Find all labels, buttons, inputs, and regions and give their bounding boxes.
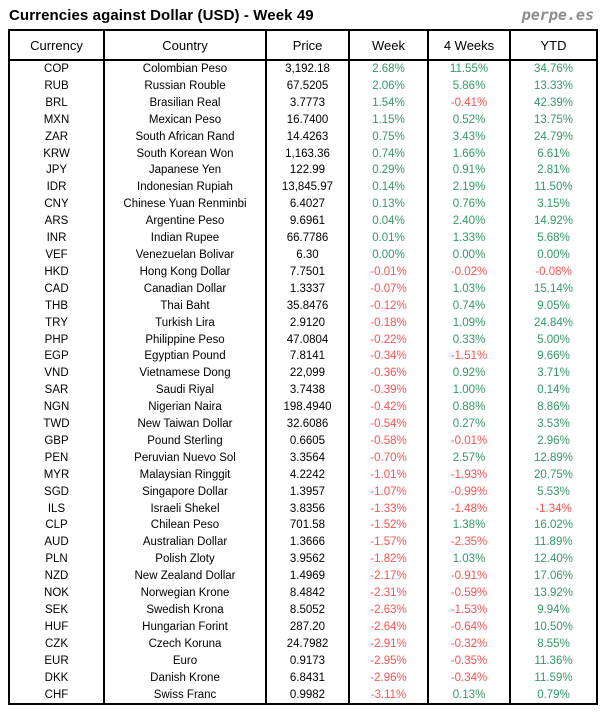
price-cell: 4.2242 [266, 467, 349, 484]
ytd-change-cell: 9.66% [510, 348, 597, 365]
price-cell: 0.6605 [266, 433, 349, 450]
week-change-cell: -0.07% [349, 281, 428, 298]
week-change-cell: -2.96% [349, 670, 428, 687]
week-change-cell: -0.36% [349, 365, 428, 382]
four-weeks-change-cell: 1.03% [428, 551, 510, 568]
week-change-cell: 0.04% [349, 213, 428, 230]
table-row [9, 433, 597, 450]
currency-code-cell: BRL [9, 95, 104, 112]
currency-code-cell: ARS [9, 213, 104, 230]
country-cell: Polish Zloty [104, 551, 266, 568]
four-weeks-change-cell: 5.86% [428, 78, 510, 95]
four-weeks-change-cell: -0.02% [428, 264, 510, 281]
country-cell: Thai Baht [104, 298, 266, 315]
ytd-change-cell: 8.86% [510, 399, 597, 416]
table-row [9, 551, 597, 568]
week-change-cell: -1.57% [349, 534, 428, 551]
country-cell: Swedish Krona [104, 602, 266, 619]
country-cell: Turkish Lira [104, 315, 266, 332]
table-row [9, 467, 597, 484]
currency-code-cell: VEF [9, 247, 104, 264]
column-header-country: Country [104, 30, 266, 60]
ytd-change-cell: 0.14% [510, 382, 597, 399]
currency-code-cell: RUB [9, 78, 104, 95]
price-cell: 6.8431 [266, 670, 349, 687]
table-row [9, 450, 597, 467]
four-weeks-change-cell: 0.00% [428, 247, 510, 264]
currency-code-cell: ILS [9, 501, 104, 518]
country-cell: Chilean Peso [104, 517, 266, 534]
price-cell: 24.7982 [266, 636, 349, 653]
table-row [9, 315, 597, 332]
currency-code-cell: TWD [9, 416, 104, 433]
currency-code-cell: PHP [9, 332, 104, 349]
country-cell: Chinese Yuan Renminbi [104, 196, 266, 213]
table-row [9, 653, 597, 670]
country-cell: Philippine Peso [104, 332, 266, 349]
week-change-cell: 0.74% [349, 146, 428, 163]
currency-code-cell: DKK [9, 670, 104, 687]
four-weeks-change-cell: -0.35% [428, 653, 510, 670]
week-change-cell: -0.34% [349, 348, 428, 365]
four-weeks-change-cell: 0.91% [428, 162, 510, 179]
price-cell: 1.4969 [266, 568, 349, 585]
table-row [9, 95, 597, 112]
price-cell: 67.5205 [266, 78, 349, 95]
table-row [9, 112, 597, 129]
ytd-change-cell: 13.33% [510, 78, 597, 95]
ytd-change-cell: 42.39% [510, 95, 597, 112]
country-cell: Czech Koruna [104, 636, 266, 653]
four-weeks-change-cell: 1.09% [428, 315, 510, 332]
table-row [9, 146, 597, 163]
four-weeks-change-cell: -0.41% [428, 95, 510, 112]
price-cell: 16.7400 [266, 112, 349, 129]
header-row [9, 30, 597, 60]
page-title: Currencies against Dollar (USD) - Week 49 [9, 7, 314, 24]
ytd-change-cell: 12.89% [510, 450, 597, 467]
ytd-change-cell: 3.71% [510, 365, 597, 382]
ytd-change-cell: 5.00% [510, 332, 597, 349]
four-weeks-change-cell: 0.33% [428, 332, 510, 349]
price-cell: 8.5052 [266, 602, 349, 619]
four-weeks-change-cell: 0.88% [428, 399, 510, 416]
ytd-change-cell: 3.15% [510, 196, 597, 213]
price-cell: 3.7773 [266, 95, 349, 112]
four-weeks-change-cell: 0.76% [428, 196, 510, 213]
price-cell: 8.4842 [266, 585, 349, 602]
week-change-cell: -2.31% [349, 585, 428, 602]
table-row [9, 298, 597, 315]
country-cell: Russian Rouble [104, 78, 266, 95]
table-row [9, 636, 597, 653]
week-change-cell: 0.75% [349, 129, 428, 146]
currency-code-cell: JPY [9, 162, 104, 179]
price-cell: 3,192.18 [266, 60, 349, 78]
site-logo: perpe.es [521, 6, 594, 24]
price-cell: 9.6961 [266, 213, 349, 230]
currency-code-cell: VND [9, 365, 104, 382]
country-cell: Pound Sterling [104, 433, 266, 450]
table-row [9, 399, 597, 416]
ytd-change-cell: 0.00% [510, 247, 597, 264]
week-change-cell: 2.68% [349, 60, 428, 78]
table-row [9, 264, 597, 281]
ytd-change-cell: 9.94% [510, 602, 597, 619]
country-cell: Danish Krone [104, 670, 266, 687]
currency-table-body [9, 60, 597, 704]
ytd-change-cell: 8.55% [510, 636, 597, 653]
price-cell: 22,099 [266, 365, 349, 382]
country-cell: Malaysian Ringgit [104, 467, 266, 484]
currency-code-cell: PLN [9, 551, 104, 568]
ytd-change-cell: -1.34% [510, 501, 597, 518]
country-cell: Euro [104, 653, 266, 670]
currency-code-cell: SEK [9, 602, 104, 619]
table-row [9, 602, 597, 619]
currency-code-cell: SGD [9, 484, 104, 501]
currency-table-header [9, 30, 597, 60]
week-change-cell: -0.18% [349, 315, 428, 332]
country-cell: Singapore Dollar [104, 484, 266, 501]
price-cell: 3.7438 [266, 382, 349, 399]
header-bar [0, 0, 604, 29]
four-weeks-change-cell: 0.27% [428, 416, 510, 433]
country-cell: Indonesian Rupiah [104, 179, 266, 196]
four-weeks-change-cell: 2.40% [428, 213, 510, 230]
price-cell: 1.3337 [266, 281, 349, 298]
table-row [9, 501, 597, 518]
price-cell: 122.99 [266, 162, 349, 179]
country-cell: Nigerian Naira [104, 399, 266, 416]
four-weeks-change-cell: 2.57% [428, 450, 510, 467]
week-change-cell: -1.82% [349, 551, 428, 568]
week-change-cell: -2.63% [349, 602, 428, 619]
column-header-ytd: YTD [510, 30, 597, 60]
ytd-change-cell: 34.76% [510, 60, 597, 78]
ytd-change-cell: 5.68% [510, 230, 597, 247]
ytd-change-cell: 6.61% [510, 146, 597, 163]
week-change-cell: -0.70% [349, 450, 428, 467]
price-cell: 6.4027 [266, 196, 349, 213]
week-change-cell: -1.33% [349, 501, 428, 518]
table-row [9, 162, 597, 179]
week-change-cell: -1.07% [349, 484, 428, 501]
week-change-cell: -0.58% [349, 433, 428, 450]
table-row [9, 484, 597, 501]
currency-code-cell: CNY [9, 196, 104, 213]
price-cell: 13,845.97 [266, 179, 349, 196]
table-row [9, 670, 597, 687]
country-cell: New Zealand Dollar [104, 568, 266, 585]
currency-code-cell: COP [9, 60, 104, 78]
four-weeks-change-cell: 0.74% [428, 298, 510, 315]
week-change-cell: -0.39% [349, 382, 428, 399]
price-cell: 35.8476 [266, 298, 349, 315]
country-cell: Norwegian Krone [104, 585, 266, 602]
ytd-change-cell: 11.89% [510, 534, 597, 551]
table-row [9, 332, 597, 349]
table-row [9, 382, 597, 399]
country-cell: Saudi Riyal [104, 382, 266, 399]
four-weeks-change-cell: -1.51% [428, 348, 510, 365]
country-cell: Hong Kong Dollar [104, 264, 266, 281]
currency-code-cell: IDR [9, 179, 104, 196]
ytd-change-cell: 5.53% [510, 484, 597, 501]
price-cell: 0.9173 [266, 653, 349, 670]
table-row [9, 416, 597, 433]
ytd-change-cell: 14.92% [510, 213, 597, 230]
country-cell: Brasilian Real [104, 95, 266, 112]
ytd-change-cell: 0.79% [510, 687, 597, 705]
week-change-cell: -2.91% [349, 636, 428, 653]
country-cell: Swiss Franc [104, 687, 266, 705]
table-row [9, 365, 597, 382]
ytd-change-cell: 10.50% [510, 619, 597, 636]
currency-code-cell: THB [9, 298, 104, 315]
price-cell: 14.4263 [266, 129, 349, 146]
four-weeks-change-cell: 1.66% [428, 146, 510, 163]
four-weeks-change-cell: 0.13% [428, 687, 510, 705]
currency-code-cell: TRY [9, 315, 104, 332]
four-weeks-change-cell: -0.01% [428, 433, 510, 450]
four-weeks-change-cell: -0.32% [428, 636, 510, 653]
price-cell: 47.0804 [266, 332, 349, 349]
four-weeks-change-cell: -1.48% [428, 501, 510, 518]
table-row [9, 129, 597, 146]
column-header-week: Week [349, 30, 428, 60]
currency-code-cell: HKD [9, 264, 104, 281]
four-weeks-change-cell: 1.03% [428, 281, 510, 298]
ytd-change-cell: 9.05% [510, 298, 597, 315]
price-cell: 0.9982 [266, 687, 349, 705]
currency-code-cell: CZK [9, 636, 104, 653]
week-change-cell: -0.01% [349, 264, 428, 281]
four-weeks-change-cell: 1.00% [428, 382, 510, 399]
table-row [9, 517, 597, 534]
country-cell: Israeli Shekel [104, 501, 266, 518]
price-cell: 1.3666 [266, 534, 349, 551]
week-change-cell: 0.13% [349, 196, 428, 213]
ytd-change-cell: 17.06% [510, 568, 597, 585]
price-cell: 7.7501 [266, 264, 349, 281]
currency-code-cell: EUR [9, 653, 104, 670]
price-cell: 2.9120 [266, 315, 349, 332]
currency-code-cell: NGN [9, 399, 104, 416]
four-weeks-change-cell: 0.52% [428, 112, 510, 129]
column-header-4weeks: 4 Weeks [428, 30, 510, 60]
week-change-cell: -2.95% [349, 653, 428, 670]
price-cell: 6.30 [266, 247, 349, 264]
four-weeks-change-cell: -1.53% [428, 602, 510, 619]
price-cell: 287.20 [266, 619, 349, 636]
price-cell: 198.4940 [266, 399, 349, 416]
four-weeks-change-cell: -0.91% [428, 568, 510, 585]
four-weeks-change-cell: 2.19% [428, 179, 510, 196]
price-cell: 1.3957 [266, 484, 349, 501]
week-change-cell: 2.06% [349, 78, 428, 95]
ytd-change-cell: 24.79% [510, 129, 597, 146]
price-cell: 32.6086 [266, 416, 349, 433]
table-row [9, 348, 597, 365]
currency-code-cell: ZAR [9, 129, 104, 146]
four-weeks-change-cell: -2.35% [428, 534, 510, 551]
table-row [9, 534, 597, 551]
four-weeks-change-cell: 3.43% [428, 129, 510, 146]
week-change-cell: 0.01% [349, 230, 428, 247]
week-change-cell: -2.17% [349, 568, 428, 585]
ytd-change-cell: 15.14% [510, 281, 597, 298]
price-cell: 7.8141 [266, 348, 349, 365]
column-header-currency: Currency [9, 30, 104, 60]
week-change-cell: -0.42% [349, 399, 428, 416]
week-change-cell: -0.12% [349, 298, 428, 315]
country-cell: Vietnamese Dong [104, 365, 266, 382]
country-cell: Colombian Peso [104, 60, 266, 78]
four-weeks-change-cell: 1.38% [428, 517, 510, 534]
ytd-change-cell: 24.84% [510, 315, 597, 332]
country-cell: Australian Dollar [104, 534, 266, 551]
table-row [9, 179, 597, 196]
four-weeks-change-cell: 1.33% [428, 230, 510, 247]
country-cell: New Taiwan Dollar [104, 416, 266, 433]
country-cell: Mexican Peso [104, 112, 266, 129]
country-cell: South Korean Won [104, 146, 266, 163]
ytd-change-cell: 11.36% [510, 653, 597, 670]
ytd-change-cell: -0.08% [510, 264, 597, 281]
country-cell: Japanese Yen [104, 162, 266, 179]
price-cell: 1,163.36 [266, 146, 349, 163]
table-row [9, 230, 597, 247]
currency-code-cell: KRW [9, 146, 104, 163]
table-row [9, 60, 597, 78]
ytd-change-cell: 12.40% [510, 551, 597, 568]
price-cell: 701.58 [266, 517, 349, 534]
price-cell: 3.8356 [266, 501, 349, 518]
currency-code-cell: NOK [9, 585, 104, 602]
four-weeks-change-cell: 0.92% [428, 365, 510, 382]
currency-code-cell: EGP [9, 348, 104, 365]
country-cell: Peruvian Nuevo Sol [104, 450, 266, 467]
country-cell: Egyptian Pound [104, 348, 266, 365]
currency-code-cell: MXN [9, 112, 104, 129]
week-change-cell: -1.52% [349, 517, 428, 534]
price-cell: 3.9562 [266, 551, 349, 568]
country-cell: Argentine Peso [104, 213, 266, 230]
week-change-cell: -2.64% [349, 619, 428, 636]
week-change-cell: 1.15% [349, 112, 428, 129]
week-change-cell: 0.29% [349, 162, 428, 179]
ytd-change-cell: 13.92% [510, 585, 597, 602]
currency-code-cell: CAD [9, 281, 104, 298]
currency-code-cell: CLP [9, 517, 104, 534]
ytd-change-cell: 13.75% [510, 112, 597, 129]
table-row [9, 568, 597, 585]
table-row [9, 281, 597, 298]
price-cell: 66.7786 [266, 230, 349, 247]
table-row [9, 619, 597, 636]
week-change-cell: 1.54% [349, 95, 428, 112]
country-cell: Canadian Dollar [104, 281, 266, 298]
table-row [9, 213, 597, 230]
currency-code-cell: MYR [9, 467, 104, 484]
currency-code-cell: GBP [9, 433, 104, 450]
currency-code-cell: NZD [9, 568, 104, 585]
currency-code-cell: INR [9, 230, 104, 247]
currency-table [8, 29, 598, 705]
four-weeks-change-cell: -1.93% [428, 467, 510, 484]
ytd-change-cell: 3.53% [510, 416, 597, 433]
column-header-price: Price [266, 30, 349, 60]
ytd-change-cell: 11.50% [510, 179, 597, 196]
table-row [9, 78, 597, 95]
table-row [9, 196, 597, 213]
four-weeks-change-cell: -0.34% [428, 670, 510, 687]
four-weeks-change-cell: -0.64% [428, 619, 510, 636]
country-cell: Hungarian Forint [104, 619, 266, 636]
country-cell: South African Rand [104, 129, 266, 146]
currency-code-cell: CHF [9, 687, 104, 705]
week-change-cell: -0.54% [349, 416, 428, 433]
currency-code-cell: HUF [9, 619, 104, 636]
country-cell: Indian Rupee [104, 230, 266, 247]
four-weeks-change-cell: -0.59% [428, 585, 510, 602]
table-row [9, 585, 597, 602]
four-weeks-change-cell: 11.55% [428, 60, 510, 78]
four-weeks-change-cell: -0.99% [428, 484, 510, 501]
price-cell: 3.3564 [266, 450, 349, 467]
currency-code-cell: AUD [9, 534, 104, 551]
currency-code-cell: SAR [9, 382, 104, 399]
country-cell: Venezuelan Bolivar [104, 247, 266, 264]
ytd-change-cell: 16.02% [510, 517, 597, 534]
table-row [9, 687, 597, 705]
week-change-cell: 0.14% [349, 179, 428, 196]
currency-code-cell: PEN [9, 450, 104, 467]
table-row [9, 247, 597, 264]
week-change-cell: 0.00% [349, 247, 428, 264]
ytd-change-cell: 2.96% [510, 433, 597, 450]
week-change-cell: -3.11% [349, 687, 428, 705]
ytd-change-cell: 20.75% [510, 467, 597, 484]
ytd-change-cell: 11.59% [510, 670, 597, 687]
ytd-change-cell: 2.81% [510, 162, 597, 179]
week-change-cell: -1.01% [349, 467, 428, 484]
week-change-cell: -0.22% [349, 332, 428, 349]
